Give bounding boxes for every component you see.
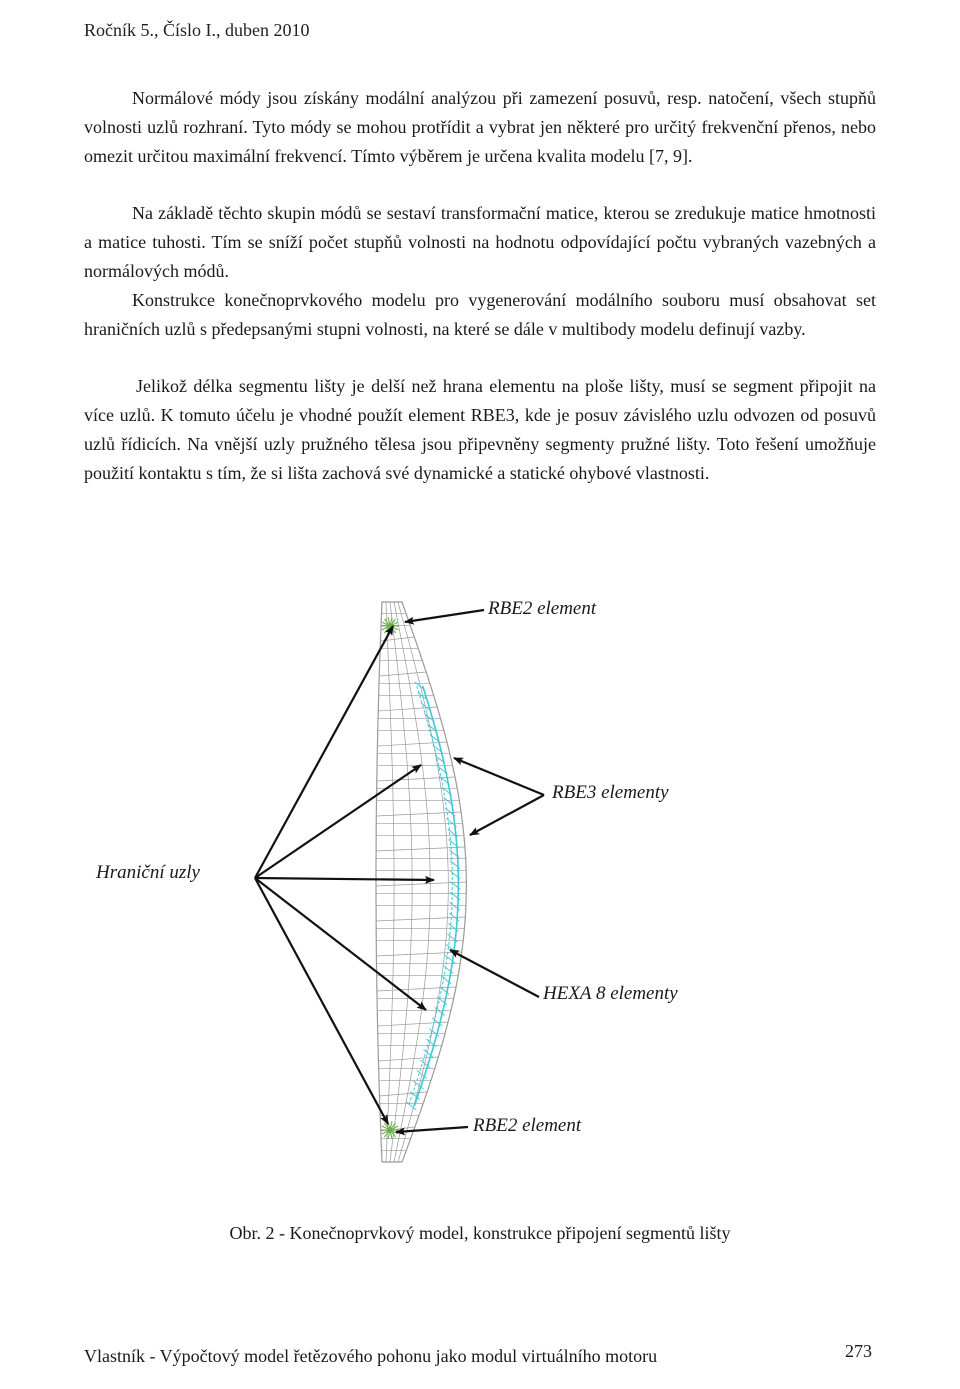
- page-number: 273: [845, 1341, 872, 1361]
- arrow-nodes-1: [255, 626, 393, 878]
- rbe3-elements-strip: [406, 682, 460, 1110]
- mesh-row-line: [376, 917, 465, 921]
- mesh-row-line: [378, 742, 447, 746]
- paragraph-2: Na základě těchto skupin módů se sestaví transformační matice, kterou se zredukuje matice hmotnosti a matice tuhosti. Tím se sníží počet stupňů volnosti na hodnotu odpovídající počtu vybraných vazebných a normálových módů.: [84, 203, 876, 281]
- leader-arrows: [255, 610, 544, 1132]
- mesh-column-line: [386, 602, 394, 1162]
- label-boundary-nodes: Hraniční uzly: [96, 862, 200, 883]
- paragraph-1: Normálové módy jsou získány modální analýzou při zamezení posuvů, resp. natočení, všech stupňů volnosti uzlů rozhraní. Tyto módy se mohou protřídit a vybrat jen některé pro určitý frekvenční přenos, nebo omezit určitou maximální frekvencí. Tímto výběrem je určena kvalita modelu [7, 9].: [84, 88, 876, 166]
- arrow-nodes-3: [255, 878, 434, 880]
- arrow-nodes-5: [255, 878, 388, 1124]
- arrow-rbe3-upper: [454, 758, 544, 795]
- label-rbe2-top: RBE2 element: [488, 598, 597, 619]
- figure-caption: Obr. 2 - Konečnoprvkový model, konstrukce připojení segmentů lišty: [229, 1223, 731, 1243]
- mesh-row-line: [379, 672, 426, 676]
- mesh-row-line: [379, 1092, 427, 1096]
- arrow-nodes-2: [255, 765, 421, 878]
- mesh-row-line: [376, 847, 465, 851]
- arrow-nodes-4: [255, 878, 426, 1010]
- label-rbe3: RBE3 elementy: [552, 782, 669, 803]
- arrow-hexa8: [450, 950, 539, 997]
- running-header: Ročník 5., Číslo I., duben 2010: [84, 20, 310, 40]
- label-rbe2-bottom: RBE2 element: [473, 1115, 582, 1136]
- mesh-row-line: [376, 952, 461, 956]
- label-hexa8: HEXA 8 elementy: [543, 983, 678, 1004]
- rbe2-bottom-element: [381, 1121, 399, 1139]
- arrow-rbe3-lower: [470, 795, 544, 835]
- rbe3-line-outer: [414, 686, 458, 1106]
- mesh-row-line: [376, 812, 461, 816]
- running-footer: Vlastník - Výpočtový model řetězového pohonu jako modul virtuálního motoru: [84, 1346, 658, 1366]
- arrow-rbe2-top: [405, 610, 484, 622]
- paragraph-3: Konstrukce konečnoprvkového modelu pro vygenerování modálního souboru musí obsahovat set hraničních uzlů s předepsanými stupni volnosti, na které se dále v multibody modelu definují vazby.: [84, 290, 876, 339]
- mesh-column-line: [390, 602, 412, 1162]
- paragraph-4: Jelikož délka segmentu lišty je delší než hrana elementu na ploše lišty, musí se segment připojit na více uzlů. K tomuto účelu je vhodné použít element RBE3, kde je posuv závislého uzlu odvozen od posuvů uzlů řídicích. Na vnější uzly pružného tělesa jsou připevněny segmenty pružné lišty. Toto řešení umožňuje použití kontaktu s tím, že si lišta zachová své dynamické a statické ohybové vlastnosti.: [84, 376, 876, 483]
